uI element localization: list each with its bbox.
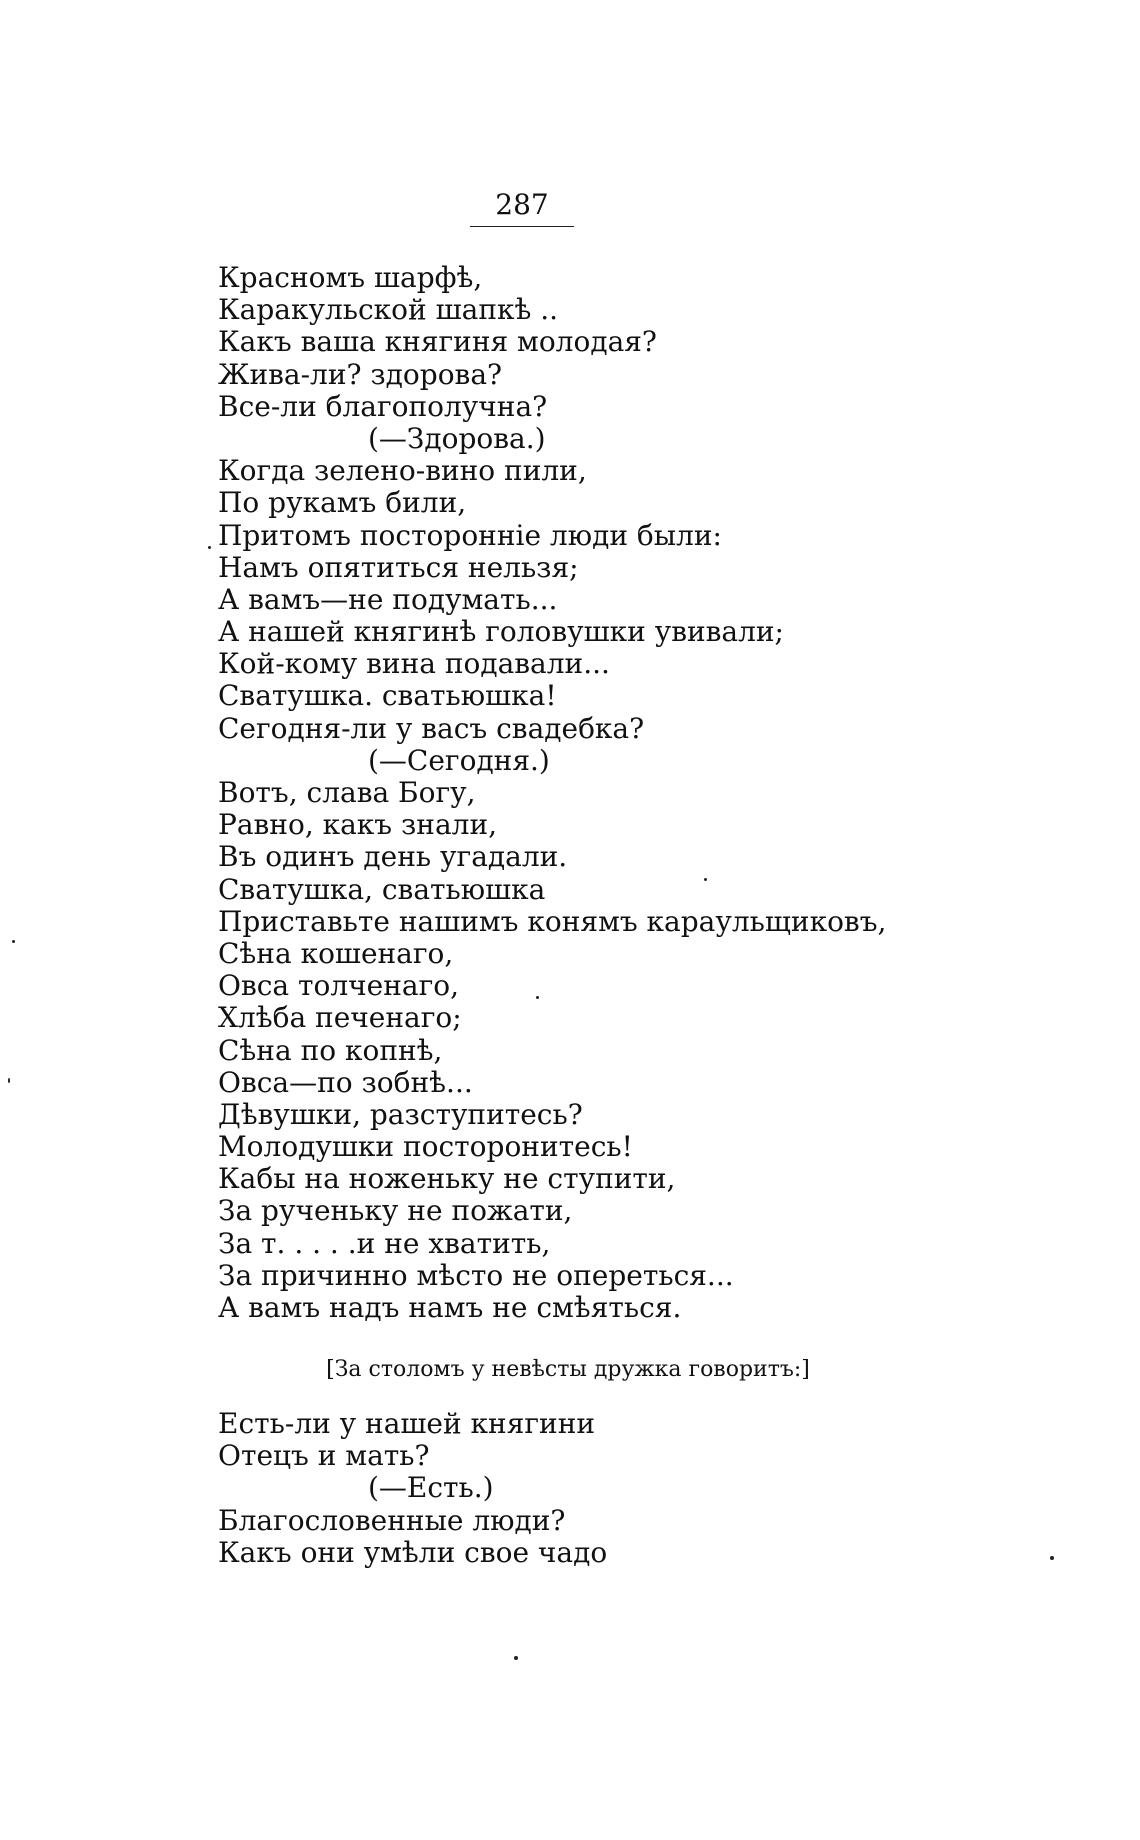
verse-line: Дѣвушки, разступитесь? (218, 1097, 583, 1131)
verse-line: Когда зелено-вино пили, (218, 454, 587, 488)
verse-line: Въ одинъ день угадали. (218, 840, 568, 874)
stage-direction: [За столомъ у невѣсты дружка говоритъ:] (326, 1357, 810, 1382)
verse-line: Овса—по зобнѣ... (218, 1065, 473, 1099)
verse-line: По рукамъ били, (218, 486, 467, 520)
verse-line: А вамъ надъ намъ не смѣяться. (218, 1291, 682, 1324)
verse-line: Отецъ и мать? (218, 1439, 430, 1473)
verse-line: Сватушка. сватьюшка! (218, 679, 557, 713)
ink-speck (704, 878, 707, 881)
verse-line: Сватушка, сватьюшка (218, 872, 546, 906)
verse-line: Сѣна кошенаго, (218, 936, 454, 970)
verse-line: Какъ ваша княгиня молодая? (218, 325, 657, 359)
verse-line: Кой-кому вина подавали... (218, 647, 610, 681)
verse-line: А вамъ—не подумать... (218, 582, 558, 616)
response-line: (—Здорова.) (368, 421, 546, 455)
verse-line: Красномъ шарфѣ, (218, 261, 483, 294)
verse-line: Кабы на ноженьку не ступити, (218, 1162, 676, 1196)
verse-line: Притомъ посторонніе люди были: (218, 518, 722, 552)
verse-line: Вотъ, слава Богу, (218, 776, 476, 809)
ink-speck (12, 940, 15, 943)
verse-block (218, 262, 918, 1324)
ink-speck (8, 1078, 10, 1083)
verse-line: Хлѣба печенаго; (218, 1001, 462, 1035)
verse-line: Равно, какъ знали, (218, 808, 498, 842)
verse-block-continued (218, 1408, 918, 1569)
verse-line: Все-ли благополучна? (218, 389, 548, 423)
verse-line: Намъ опятиться нельзя; (218, 550, 579, 584)
page-number-rule (470, 226, 574, 227)
verse-line: Есть-ли у нашей княгини (218, 1407, 596, 1440)
verse-line: Сегодня-ли у васъ свадебка? (218, 711, 645, 745)
verse-line: Какъ они умѣли свое чадо (218, 1535, 608, 1569)
verse-line: Приставьте нашимъ конямъ караульщиковъ, (218, 904, 887, 938)
verse-line: За т. . . . .и не хватить, (218, 1226, 551, 1260)
verse-line: Овса толченаго, (218, 969, 459, 1003)
page-number: 287 (495, 188, 549, 221)
ink-speck (208, 546, 211, 549)
verse-line: А нашей княгинѣ головушки увивали; (218, 615, 784, 649)
verse-line: За рученьку не пожати, (218, 1194, 573, 1228)
ink-speck (536, 996, 539, 999)
ink-speck (514, 1656, 518, 1660)
verse-line: За причинно мѣсто не опереться... (218, 1258, 734, 1292)
verse-line: Благословенные люди? (218, 1503, 566, 1537)
verse-line: Каракульской шапкѣ .. (218, 293, 559, 327)
ink-speck (1050, 1556, 1054, 1560)
verse-line: Жива-ли? здорова? (218, 357, 503, 391)
verse-line: Сѣна по копнѣ, (218, 1033, 443, 1067)
response-line: (—Сегодня.) (368, 743, 550, 777)
verse-line: Молодушки посторонитесь! (218, 1130, 633, 1164)
response-line: (—Есть.) (368, 1471, 494, 1505)
